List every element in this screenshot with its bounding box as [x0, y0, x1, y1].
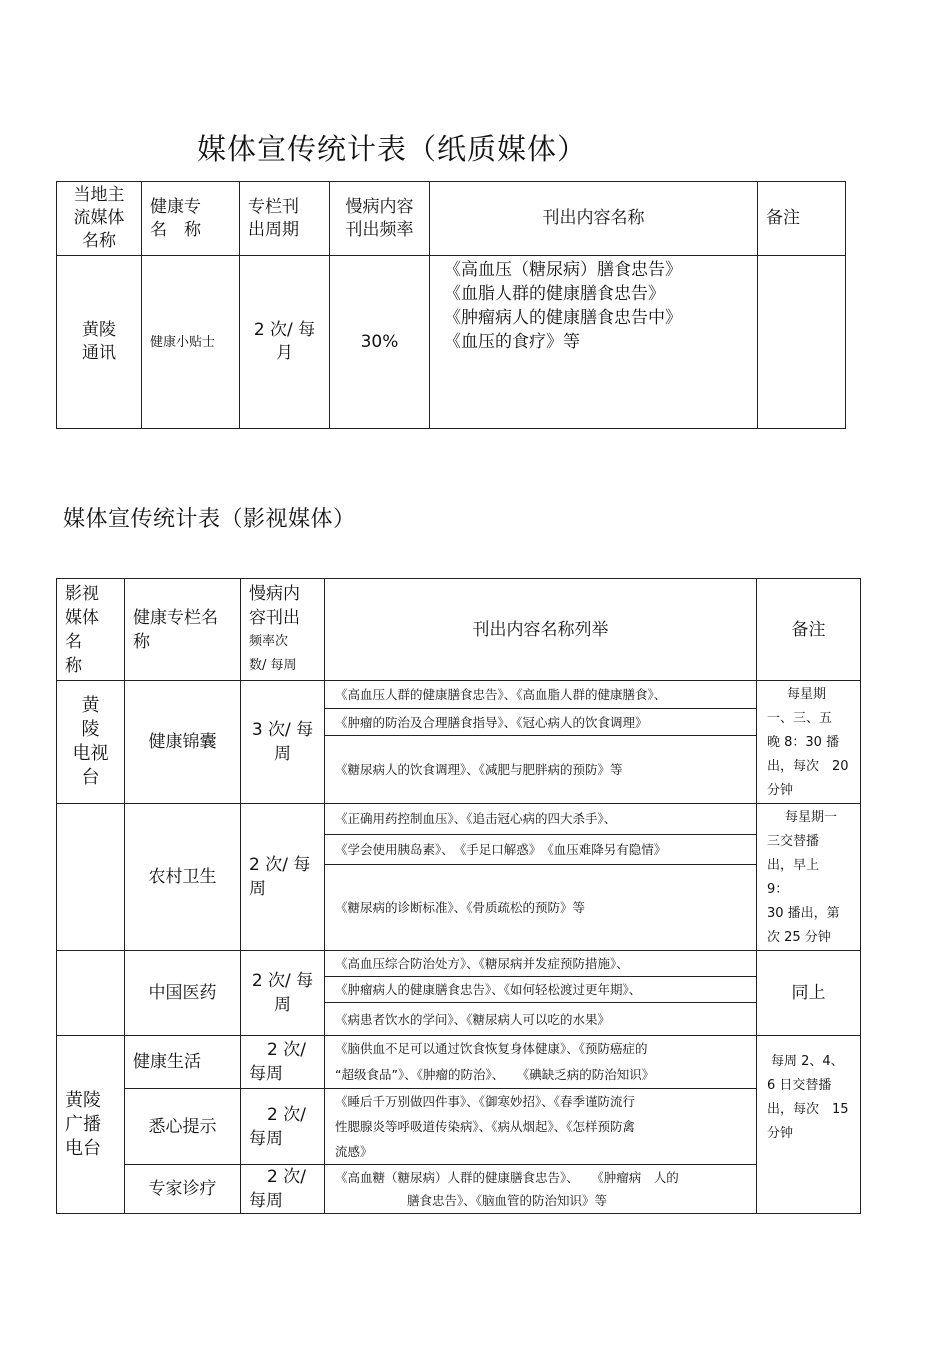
table-header-row [57, 182, 846, 256]
publish-cycle: 2 次/ 每 月 [240, 256, 330, 429]
media-name: 黄陵 通讯 [57, 256, 142, 429]
header-media: 影视 媒体 名 称 [57, 579, 125, 681]
content-item: 《高血压人群的健康膳食忠告》、《高血脂人群的健康膳食》、 [325, 681, 757, 709]
header-media: 当地主 流媒体 名称 [57, 182, 142, 256]
frequency: 2 次/ 每周 [241, 1036, 325, 1089]
frequency: 3 次/ 每 周 [241, 681, 325, 804]
frequency: 2 次/ 每周 [241, 1165, 325, 1214]
content-item: 《睡后千万别做四件事》、《御寒妙招》、《春季谨防流行 性腮腺炎等呼吸道传染病》、《病从烟起》、《怎样预防禽 流感》 [325, 1089, 757, 1165]
header-column: 健康专 名 称 [142, 182, 240, 256]
frequency: 2 次/ 每 周 [241, 804, 325, 951]
print-media-title: 媒体宣传统计表（纸质媒体） [197, 132, 588, 166]
table-row [57, 1089, 861, 1165]
content-item: 《糖尿病的诊断标准》、《骨质疏松的预防》等 [325, 865, 757, 951]
frequency: 2 次/ 每周 [241, 1089, 325, 1165]
header-cycle: 专栏刊 出周期 [240, 182, 330, 256]
header-column: 健康专栏名 称 [125, 579, 241, 681]
content-item: 《肿瘤病人的健康膳食忠告》、《如何轻松渡过更年期》、 [325, 977, 757, 1003]
header-frequency: 慢病内 容刊出 频率次 数/ 每周 [241, 579, 325, 681]
note-cell: 每星期 一、三、五 晚 8：30 播 出，每次 20 分钟 [757, 681, 861, 804]
header-note: 备注 [757, 579, 861, 681]
content-item: 《病患者饮水的学问》、《糖尿病人可以吃的水果》 [325, 1003, 757, 1036]
content-list: 《高血压（糖尿病）膳食忠告》 《血脂人群的健康膳食忠告》 《肿瘤病人的健康膳食忠告中》 《血压的食疗》等 [430, 256, 758, 429]
content-item: 《学会使用胰岛素》、 《手足口解惑》 《血压难降另有隐情》 [325, 834, 757, 865]
publish-frequency: 30% [330, 256, 430, 429]
content-item: 《脑供血不足可以通过饮食恢复身体健康》、《预防癌症的 “超级食品”》、《肿瘤的防治》、 《碘缺乏病的防治知识》 [325, 1036, 757, 1089]
column-name: 专家诊疗 [125, 1165, 241, 1214]
table-header-row [57, 579, 861, 681]
radio-station-name: 黄陵 广播 电台 [57, 1036, 125, 1214]
table-row [57, 1036, 861, 1089]
av-media-title: 媒体宣传统计表（影视媒体） [63, 507, 356, 532]
content-item: 《高血压综合防治处方》、《糖尿病并发症预防措施》、 [325, 951, 757, 977]
column-name: 中国医药 [125, 951, 241, 1036]
note-cell: 每星期一 三交替播 出，早上 9： 30 播出，第 次 25 分钟 [757, 804, 861, 951]
tv-station-name: 黄 陵 电视 台 [57, 681, 125, 804]
header-contents: 刊出内容名称 [430, 182, 758, 256]
note-cell: 每周 2、4、 6 日交替播 出，每次 15 分钟 [757, 1036, 861, 1214]
tv-station-cell-empty [57, 951, 125, 1036]
header-contents: 刊出内容名称列举 [325, 579, 757, 681]
table-row [57, 804, 861, 835]
column-name: 悉心提示 [125, 1089, 241, 1165]
column-name: 健康锦囊 [125, 681, 241, 804]
column-name: 健康生活 [125, 1036, 241, 1089]
header-note: 备注 [758, 182, 846, 256]
note-cell [758, 256, 846, 429]
content-item: 《正确用药控制血压》、《追击冠心病的四大杀手》、 [325, 804, 757, 835]
table-row [57, 256, 846, 429]
column-name: 农村卫生 [125, 804, 241, 951]
print-media-table [56, 181, 846, 429]
table-row [57, 951, 861, 977]
av-media-table [56, 578, 861, 1214]
table-row [57, 681, 861, 709]
table-row [57, 1165, 861, 1214]
content-item: 《高血糖（糖尿病）人群的健康膳食忠告》、 《肿瘤病 人的 膳食忠告》、《脑血管的防治知识》等 [325, 1165, 757, 1214]
content-item: 《肿瘤的防治及合理膳食指导》、《冠心病人的饮食调理》 [325, 709, 757, 735]
content-item: 《糖尿病人的饮食调理》、《减肥与肥胖病的预防》等 [325, 735, 757, 803]
header-frequency: 慢病内容 刊出频率 [330, 182, 430, 256]
tv-station-cell-empty [57, 804, 125, 951]
column-name: 健康小贴士 [142, 256, 240, 429]
frequency: 2 次/ 每 周 [241, 951, 325, 1036]
note-cell: 同上 [757, 951, 861, 1036]
